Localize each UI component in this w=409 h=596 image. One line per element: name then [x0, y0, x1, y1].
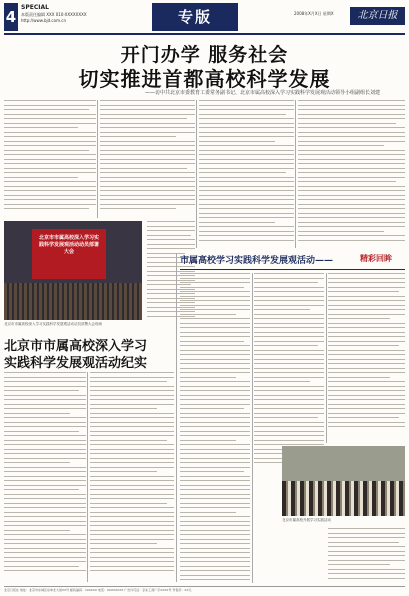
feature-rule	[180, 269, 405, 270]
issue-date: 2008年X月X日 星期X	[294, 11, 334, 16]
editor-meta: 本版责任编辑 XXX 010-XXXXXXXX	[21, 12, 87, 17]
column-divider	[295, 100, 296, 248]
section-label: SPECIAL	[21, 4, 49, 11]
column-divider	[97, 100, 98, 218]
group-of-people	[282, 481, 405, 516]
column-divider	[196, 100, 197, 248]
report-text-col-2	[90, 372, 174, 582]
report-text-col-1	[4, 372, 86, 582]
photo-background	[282, 446, 405, 481]
stage-banner-text: 北京市市属高校深入学习实践科学发展观活动动员部署大会	[38, 235, 99, 255]
masthead-logo: 北京日报	[350, 7, 405, 25]
feature-header	[180, 253, 405, 267]
column-divider	[326, 273, 327, 443]
feature-tag: 精彩回眸	[360, 254, 392, 263]
header-rule	[4, 33, 405, 35]
headline-line-1: 开门办学 服务社会	[120, 44, 289, 66]
website-link[interactable]: http://www.bjd.com.cn	[21, 18, 66, 23]
audience	[4, 283, 142, 320]
secondary-headline-line-2: 实践科学发展观活动纪实	[4, 356, 148, 371]
column-divider	[252, 273, 253, 583]
feature-text-col-3	[328, 273, 405, 443]
section-banner: 专版	[152, 3, 238, 31]
page-number: 4	[4, 3, 18, 31]
page-header	[4, 3, 405, 33]
body-text-col-4	[298, 100, 405, 248]
body-text-col-1	[4, 100, 96, 218]
feature-title: 市属高校学习实践科学发展观活动——	[180, 256, 334, 266]
photo-caption: 北京市市属高校深入学习实践科学发展观活动动员部署大会现场	[4, 322, 102, 326]
body-text-col-2	[100, 100, 195, 218]
page-footer: 北京日报社 地址：北京市东城区东单北大街XX号 邮政编码：100XXX 电话：XXXXXXXX 广告许可证：京东工商广字XXXX号 零售价：XX元	[4, 586, 405, 592]
group-photo	[282, 446, 405, 516]
body-text-col-3	[199, 100, 294, 248]
group-photo-caption: 北京市属高校开展学习实践活动	[282, 518, 331, 522]
conference-photo	[4, 221, 142, 320]
column-divider	[176, 253, 177, 582]
secondary-headline-line-1: 北京市市属高校深入学习	[4, 339, 148, 354]
feature-text-col-2	[254, 273, 324, 583]
column-divider	[87, 372, 88, 582]
headline-line-2: 切实推进首都高校科学发展	[78, 67, 331, 91]
feature-text-col-3-bottom	[328, 528, 405, 583]
article-subhead: ——访中共北京市委教育工委常务副书记、北京市属高校深入学习实践科学发展观活动领导小组副组长刘建	[144, 90, 380, 96]
feature-text-col-1	[180, 273, 250, 583]
